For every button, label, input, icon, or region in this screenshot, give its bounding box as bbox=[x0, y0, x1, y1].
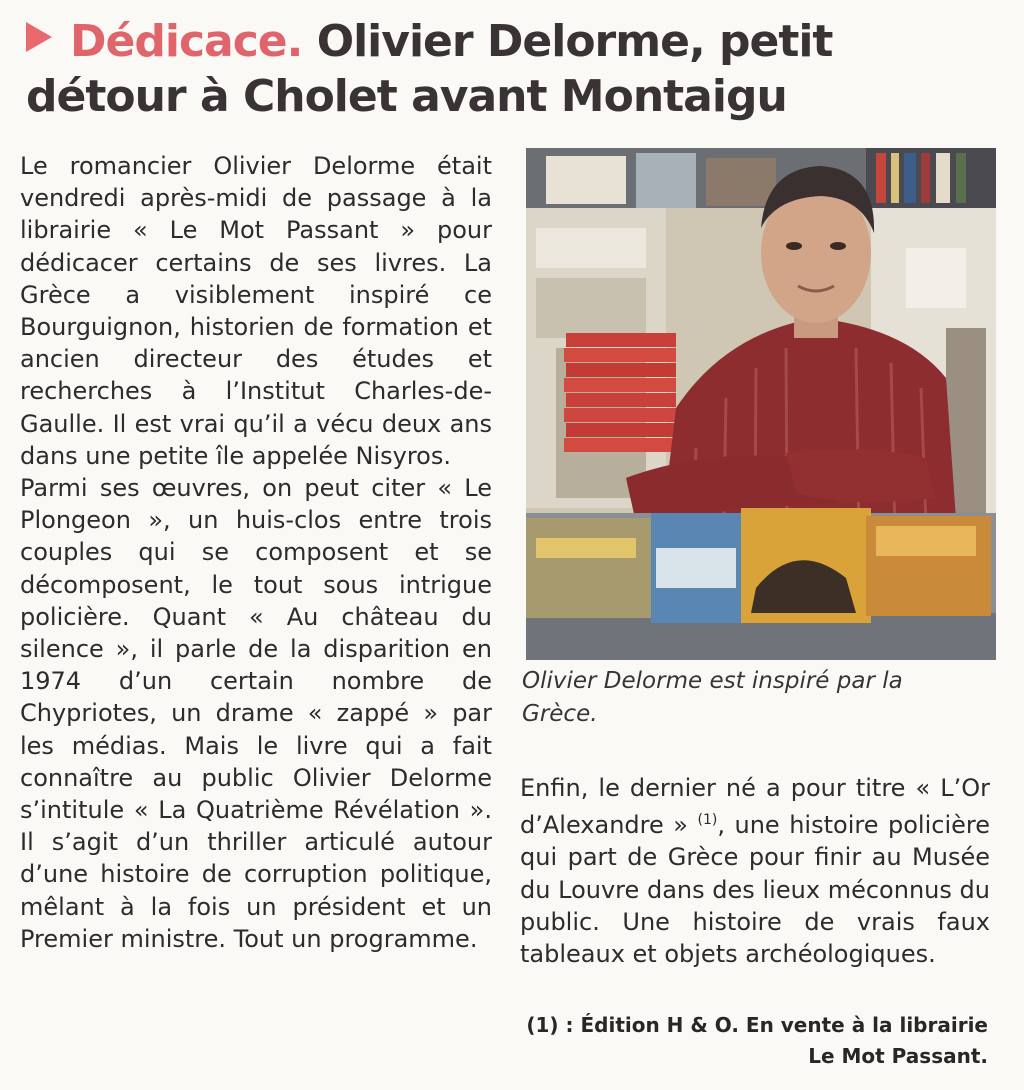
photo-illustration bbox=[526, 148, 996, 660]
photo-caption: Olivier Delorme est inspiré par la Grèce. bbox=[522, 668, 903, 727]
headline-kicker: Dédicace. bbox=[70, 16, 303, 67]
latest-text-end: , une histoire policière qui part de Grèce pour finir au Musée du Louvre dans des lieux méconnus du public. Une histoire de vrais faux tableaux et objets archéologiques. bbox=[520, 811, 990, 969]
paragraph-latest bbox=[520, 772, 990, 970]
latest-text-start: Enfin, le dernier né a pour titre « L’Or d’Alexandre » bbox=[520, 774, 990, 840]
arrow-icon bbox=[26, 22, 52, 52]
left-column bbox=[20, 150, 492, 955]
footnote: (1) : Édition H & O. En vente à la librairie Le Mot Passant. bbox=[526, 1013, 988, 1068]
footnote-ref: (1) bbox=[697, 812, 718, 829]
headline-title: Olivier Delorme, petit détour à Cholet avant Montaigu bbox=[26, 16, 833, 122]
paragraph-intro: Le romancier Olivier Delorme était vendredi après-midi de passage à la librairie « Le Mot Passant » pour dédicacer certains de ses livres. La Grèce a visiblement inspiré ce Bourguignon, historien de formation et ancien directeur des études et recherches à l’Institut Charles-de-Gaulle. Il est vrai qu’il a vécu deux ans dans une petite île appelée Nisyros. bbox=[20, 152, 492, 470]
paragraph-works: Parmi ses œuvres, on peut citer « Le Plongeon », un huis-clos entre trois couples qui se composent et se décomposent, le tout sous intrigue policière. Quant « Au château du silence », il parle de la disparition en 1974 d’un certain nombre de Chypriotes, un drame « zappé » par les médias. Mais le livre qui a fait connaître au public Olivier Delorme s’intitule « La Quatrième Révélation ». Il s’agit d’un thriller articulé autour d’une histoire de corruption politique, mêlant à la fois un président et un Premier ministre. Tout un programme. bbox=[20, 474, 492, 953]
right-column bbox=[520, 772, 990, 970]
author-photo bbox=[526, 148, 996, 660]
headline bbox=[26, 14, 1006, 124]
